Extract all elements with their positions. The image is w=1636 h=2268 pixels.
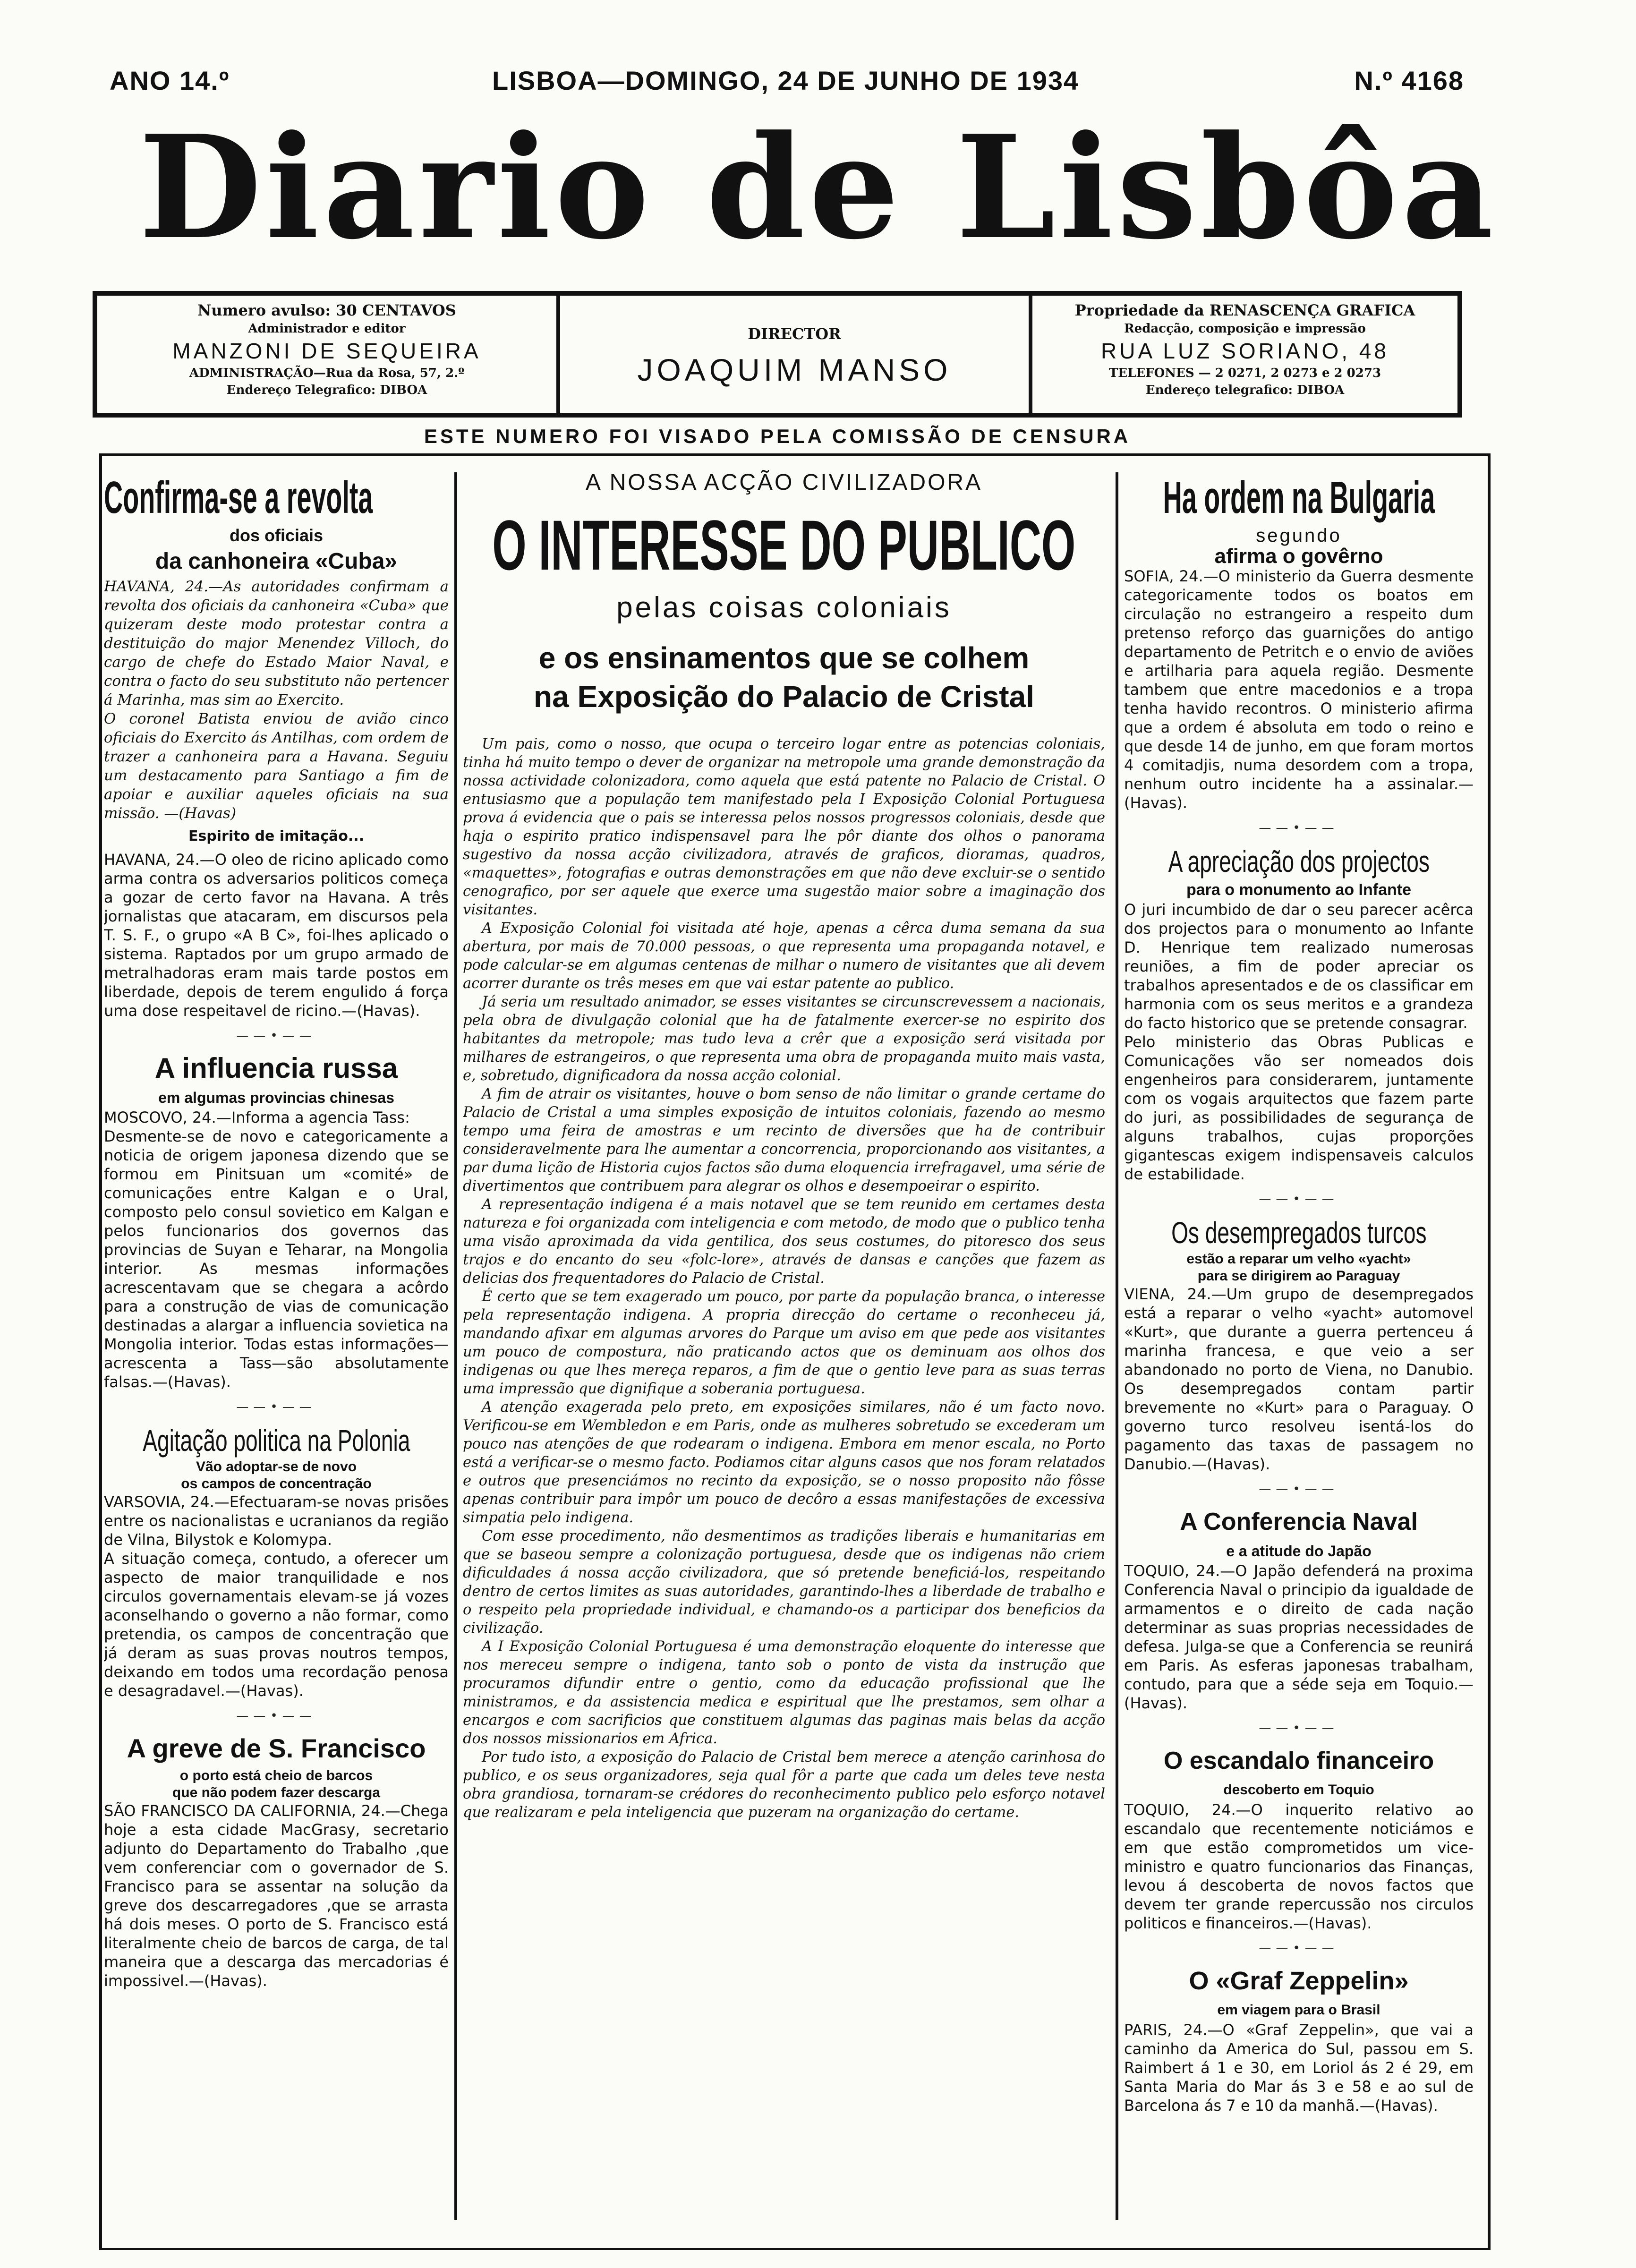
subheadline: para se dirigirem ao Paraguay [1197,1268,1400,1284]
column-rule-mid-left [454,472,457,2220]
article-poland [104,1423,449,1700]
paragraph: HAVANA, 24.—As autoridades confirmam a revolta dos oficiais da canhoneira «Cuba» que quizeram deste modo protestar contra a destituição do major Menendez Villoch, do cargo de chefe do Estado Maior Naval, e contra o facto do seu substituto não pertencer á Marinha, mas sim ao Exercito. [104,578,449,708]
paragraph: A I Exposição Colonial Portuguesa é uma demonstração eloquente do interesse que nos mereceu sempre o indigena, tanto sob o ponto de vista da instrução que procuramos difundir entre o gentio, como da educação profissional que lhe ministramos, e da assistencia medica e espiritual que lhe prestamos, sem olhar a encargos e com sacrificios que constituem algumas das paginas mais belas da acção dos nossos missionarios em Africa. [463,1638,1105,1747]
kicker: A NOSSA ACÇÃO CIVILIZADORA [585,470,983,495]
issue-year: ANO 14.º [110,66,230,95]
paragraph: Por tudo isto, a exposição do Palacio de Cristal bem merece a atenção carinhosa do publico, e os seus organizadores, seja qual fôr a parte que cada um deles teve nesta obra grandiosa, tornaram-se crédores do reconhecimento publico pelo esforço notavel que realizaram e pela inteligencia que puzeram na organização do certame. [463,1749,1105,1821]
paragraph: A atenção exagerada pelo preto, em exposições similares, não é um facto novo. Verificou-se em Wembledon e em Paris, onde as mulheres sobretudo se excederam um pouco nas atenções de que rodearam o indigena. Embora em menor escala, no Porto está a verificar-se o mesmo facto. Podiamos citar alguns casos que nos foram relatados e outros que presenciámos no recinto da exposição, se o nosso proposito não fôsse apenas contribuir para impôr um pouco de decôro a essas manifestações de excessiva simpatia pelo indigena. [463,1399,1105,1526]
main-subheadline-2a: e os ensinamentos que se colhem [538,641,1030,675]
subheadline: da canhoneira «Cuba» [155,549,398,574]
subheadline: segundo [1256,525,1342,546]
dateline [110,65,1464,98]
article-bulgaria [1124,472,1474,812]
director-label: DIRECTOR [748,325,841,343]
separator: ——•—— [1259,1721,1339,1735]
subheadline: em viagem para o Brasil [1217,2002,1380,2018]
separator: ——•—— [236,1400,316,1414]
paragraph: O juri incumbido de dar o seu parecer acêrca dos projectos para o monumento ao Infante D. Henrique tem realizado numerosas reuniões, a fim de poder apreciar os trabalhos apresentados e de os classificar em harmonia com os seus meritos e a grandeza do facto historico que se pretende consagrar. [1124,901,1474,1032]
article-naval [1124,1505,1474,1713]
info-middle [560,296,1032,413]
admin-address: ADMINISTRAÇÃO—Rua da Rosa, 57, 2.º [189,366,465,380]
article-cuba [104,472,449,1020]
services: Redacção, composição e impressão [1124,322,1366,336]
paragraph: TOQUIO, 24.—O Japão defenderá na proxima Conferencia Naval o principio da igualdade de armamentos e o direito de cada nação determinar as suas proprias necessidades de defesa. Julga-se que a Conferencia se reunirá em Paris. As esferas japonesas trabalham, contudo, para que a séde seja em Toquio.—(Havas). [1124,1562,1474,1712]
middle-column [463,468,1105,2248]
subheadline: que não podem fazer descarga [172,1785,381,1800]
paragraph: TOQUIO, 24.—O inquerito relativo ao escandalo que recentemente noticiámos e em que estão comprometidos um vice-ministro e quatro funcionarios das Finanças, levou á descoberta de novos factos que devem ter grande repercussão nos circulos politicos e financeiros.—(Havas). [1124,1801,1474,1932]
paragraph: VIENA, 24.—Um grupo de desempregados está a reparar o velho «yacht» automovel «Kurt», que durante a guerra pertenceu á marinha francesa, e que veio a ser abandonado no porto de Viena, no Danubio. Os desempregados contam partir brevemente no «Kurt» para o Paraguay. O governo turco resolveu isentá-los do pagamento das taxas de passagem no Danubio.—(Havas). [1124,1285,1474,1473]
admin-name: MANZONI DE SEQUEIRA [172,339,481,363]
separator: ——•—— [1259,1482,1339,1496]
newspaper-title: Diario de Lisbôa [138,104,1498,271]
paragraph: MOSCOVO, 24.—Informa a agencia Tass: [104,1108,410,1126]
censor-notice: ESTE NUMERO FOI VISADO PELA COMISSÃO DE CENSURA [424,425,1131,447]
separator: ——•—— [236,1029,316,1043]
headline: A apreciação dos projectos [1168,844,1430,878]
paragraph: A Exposição Colonial foi visitada até hoje, apenas a cêrca duma semana da sua abertura, por mais de 70.000 pessoas, o que representa uma propaganda notavel, e pode calcular-se em algumas centenas de milhar o numero de visitantes que ali devem acorrer durante os três meses em que vai estar patente ao publico. [463,920,1105,992]
subheadline: e a atitude do Japão [1226,1543,1372,1560]
issue-date: LISBOA—DOMINGO, 24 DE JUNHO DE 1934 [492,66,1080,95]
admin-telegraph: Endereço Telegrafico: DIBOA [226,383,427,397]
paragraph: A situação começa, contudo, a oferecer um aspecto de maior tranquilidade e nos circulos governamentais elevam-se já vozes aconselhando o governo a não formar, como pretendia, os campos de concentração que já deram as suas provas noutros tempos, deixando em todos uma recordação penosa e desagradavel.—(Havas). [104,1550,449,1700]
headline: A Conferencia Naval [1180,1508,1418,1535]
paragraph: Um pais, como o nosso, que ocupa o terceiro logar entre as potencias coloniais, tinha há muito tempo o dever de organizar na metropole uma grande demonstração da nossa actividade colonizadora, como aquela que está patente no Palacio de Cristal. O entusiasmo que a população tem manifestado pela I Exposição Colonial Portuguesa prova á evidencia que o pais se interessa pelos nossos progressos coloniais, desde que haja o espirito pratico indispensavel para lhe pôr diante dos olhos o panorama sugestivo da nossa acção civilizadora, através de graficos, dioramas, quadros, «maquettes», fotografias e outras demonstrações em que não deve excluir-se o sentido cenografico, por ser aquele que exerce uma sugestão maior sobre a imaginação dos visitantes. [463,736,1105,918]
column-rule-right [1488,453,1491,2248]
article-scandal [1124,1744,1474,1933]
paragraph: PARIS, 24.—O «Graf Zeppelin», que vai a caminho da America do Sul, passou em S. Raimbert á 1 e 30, em Loriol ás 2 é 29, em Santa Maria do Mar ás 3 e 58 e ao sul de Barcelona ás 7 e 10 da manhã.—(Havas). [1124,2021,1474,2115]
subhead: Espirito de imitação... [188,828,365,844]
owner-telegraph: Endereço telegrafico: DIBOA [1145,383,1345,397]
top-rule [99,453,1491,456]
separator: ——•—— [1259,821,1339,835]
main-subheadline-2b: na Exposição do Palacio de Cristal [534,680,1034,714]
headline: Confirma-se a revolta [104,472,373,523]
owner: Propriedade da RENASCENÇA GRAFICA [1074,301,1415,319]
main-article-body [463,735,1105,1822]
headline: Ha ordem na Bulgaria [1163,472,1435,523]
paragraph: O coronel Batista enviou de avião cinco oficiais do Exercito ás Antilhas, com ordem de trazer a canhoneira para a Havana. Seguiu um destacamento para Santiago a fim de apoiar e auxiliar aqueles oficiais na sua missão. —(Havas) [104,710,449,822]
subheadline: estão a reparar um velho «yacht» [1186,1251,1411,1267]
paragraph: HAVANA, 24.—O oleo de ricino aplicado como arma contra os adversarios politicos começa a gozar de certo favor na Havana. A três jornalistas que atacaram, em discursos pela T. S. F., o grupo «A B C», foi-lhes aplicado o sistema. Raptados por um grupo armado de metralhadoras eram mais tarde postos em liberdade, depois de terem engulido á força uma dose respeitavel de ricino.—(Havas). [104,851,449,1020]
subheadline: os campos de concentração [181,1476,372,1492]
info-right [1032,296,1457,413]
article-russia [104,1051,449,1391]
paragraph: É certo que se tem exagerado um pouco, por parte da população branca, o interesse pela representação indigena. A propria direcção do certame o reconheceu já, mandando afixar em algumas arvores do Parque um aviso em que pede aos visitantes um pouco de compostura, não praticando actos que os deminuam aos olhos dos indigenas ou que lhes mereça reparos, a fim de que o gentio leve para as suas terras uma impressão que dignifique a soberania portuguesa. [463,1288,1105,1397]
info-bar [93,291,1462,418]
info-left [97,296,560,413]
separator: ——•—— [1259,1192,1339,1206]
subheadline: Vão adoptar-se de novo [196,1459,357,1475]
right-column [1124,468,1474,2248]
paragraph: A fim de atrair os visitantes, houve o bom senso de não limitar o grande certame do Palacio de Cristal a uma simples exposição de intuitos coloniais, fazendo ao mesmo tempo uma feira de amostras e um recinto de diversões que ha de contribuir consideravelmente para lhe aumentar a concorrencia, proporcionando aos visitantes, a par duma lição de Historia cujos factos são duma eloquencia irrefragavel, uma série de divertimentos que contribuem para alegrar os olhos e desempoeirar o espirito. [463,1086,1105,1194]
paragraph: Já seria um resultado animador, se esses visitantes se circunscrevessem a nacionais, pela obra de divulgação colonial que ha de fatalmente exercer-se no espirito dos habitantes da metropole; mas tudo leva a crêr que a exposição será visitada por milhares de estrangeiros, o que representa uma obra de propaganda muito mais vasta, e, sobretudo, dignificadora da nossa acção colonial. [463,994,1105,1084]
subheadline: descoberto em Toquio [1223,1782,1374,1798]
article-projects [1124,844,1474,1184]
headline: A influencia russa [154,1052,398,1084]
subheadline: dos oficiais [229,526,324,545]
subheadline: em algumas provincias chinesas [158,1089,394,1106]
subheadline: para o monumento ao Infante [1186,881,1412,899]
issue-number: N.º 4168 [1354,66,1464,95]
left-column [104,468,449,2248]
price: Numero avulso: 30 CENTAVOS [197,301,456,319]
headline: O «Graf Zeppelin» [1189,1967,1409,1995]
bottom-rule [99,2248,1491,2250]
paragraph: A representação indigena é a mais notavel que se tem reunido em certames desta natureza e foi organizada com inteligencia e com metodo, de modo que o publico tenha uma visão aproximada da vida gentilica, dos seus costumes, do pitoresco dos seus trajos e do encanto do seu «folc-lore», através de dansas e canções que fazem as delicias dos frequentadores do Palacio de Cristal. [463,1196,1105,1287]
owner-address: RUA LUZ SORIANO, 48 [1101,339,1389,363]
separator: ——•—— [236,1709,316,1723]
phones: TELEFONES — 2 0271, 2 0273 e 2 0273 [1108,366,1381,380]
main-headline: O INTERESSE DO PUBLICO [492,505,1076,585]
headline: A greve de S. Francisco [127,1733,426,1763]
director-name: JOAQUIM MANSO [637,352,952,387]
paragraph: Pelo ministerio das Obras Publicas e Comunicações vão ser nomeados dois engenheiros para considerarem, juntamente com os vogais arquitectos que fazem parte do juri, as possibilidades de segurança de alguns trabalhos, cujas proporções gigantescas exigem indispensaveis calculos de estabilidade. [1124,1033,1474,1183]
article-unemployed [1124,1215,1474,1474]
column-rule-mid-right [1116,472,1118,2220]
headline: Agitação politica na Polonia [142,1424,410,1458]
column-rule-left [99,453,102,2248]
separator: ——•—— [1259,1941,1339,1955]
subheadline: o porto está cheio de barcos [179,1768,373,1783]
admin-label: Administrador e editor [248,322,406,336]
article-san-francisco [104,1731,449,1990]
paragraph: Desmente-se de novo e categoricamente a noticia de origem japonesa dizendo que se formou em Pinitsuan um «comité» de comunicações entre Kalgan e o Ural, composto pelo consul sovietico em Kalgan e pelos funcionarios dos governos das provincias de Suyan e Teharar, na Mongolia interior. As mesmas informações acrescentavam que se chegara a acôrdo para a construção de vias de comunicação destinadas a alargar a influencia sovietica na Mongolia interior. Todas estas informações—acrescenta a Tass—são absolutamente falsas.—(Havas). [104,1127,449,1391]
headline: Os desempregados turcos [1171,1216,1427,1250]
headline: O escandalo financeiro [1163,1747,1434,1774]
paragraph: VARSOVIA, 24.—Efectuaram-se novas prisões entre os nacionalistas e ucranianos da região de Vilna, Bilystok e Kolomypa. [104,1493,449,1549]
paragraph: Com esse procedimento, não desmentimos as tradições liberais e humanitarias em que se baseou sempre a colonização portuguesa, desde que os indigenas não criem dificuldades á nossa acção civilizadora, que só pretende beneficiá-los, respeitando dentro de certos limites as suas autoridades, garantindo-lhes a liberdade de trabalho e o respeito pela propriedade individual, e chamando-os a participar dos beneficios da civilização. [463,1528,1105,1637]
paragraph: SOFIA, 24.—O ministerio da Guerra desmente categoricamente todos os boatos em circulação no estrangeiro a respeito dum pretenso reforço das guarnições do antigo departamento de Petritch e o envio de aviões e artilharia para aquela região. Desmente tambem que entre macedonios e a tropa tenha havido recontros. O ministerio afirma que a ordem é absoluta em todo o reino e que desde 14 de junho, em que foram mortos 4 comitadjis, numa desordem com a tropa, nenhum outro incidente ha a assinalar.—(Havas). [1124,567,1474,812]
subheadline: afirma o govêrno [1214,545,1383,568]
article-zeppelin [1124,1964,1474,2115]
paragraph: SÃO FRANCISCO DA CALIFORNIA, 24.—Chega hoje a esta cidade MacGrasy, secretario adjunto do Departamento do Trabalho ,que vem conferenciar com o governador de S. Francisco para se assentar na solução da greve dos descarregadores ,que se arrasta há dois meses. O porto de S. Francisco está literalmente cheio de barcos de carga, de tal maneira que a descarga das mercadorias é impossivel.—(Havas). [104,1802,449,1990]
main-subheadline: pelas coisas coloniais [616,591,952,624]
